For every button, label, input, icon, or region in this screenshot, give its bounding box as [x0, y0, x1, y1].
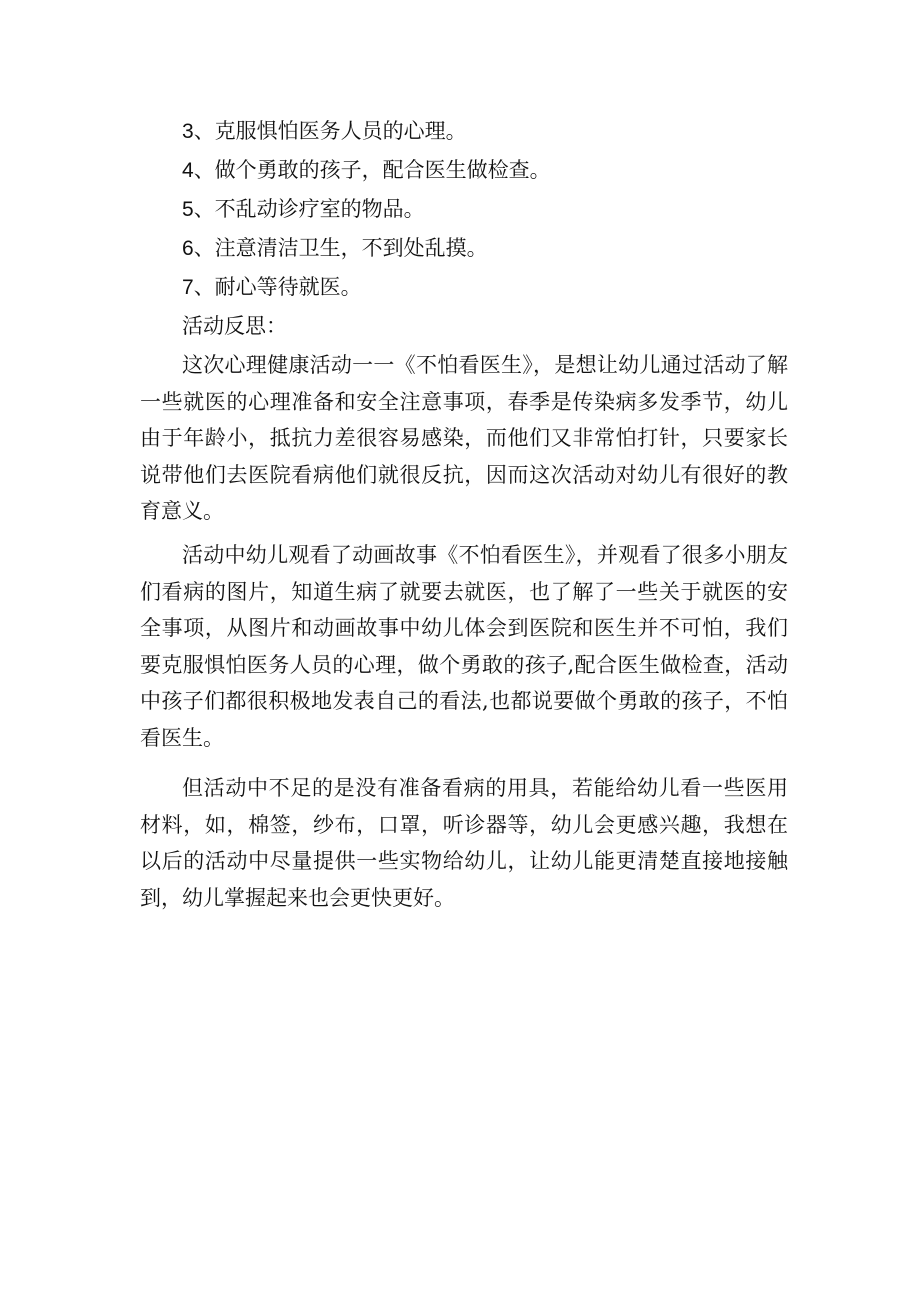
list-item-number: 7 — [182, 276, 194, 299]
list-item-number: 6 — [182, 237, 194, 260]
list-item — [182, 155, 551, 186]
list-item-text: 、耐心等待就医。 — [193, 275, 362, 299]
list-item-text: 、不乱动诊疗室的物品。 — [193, 197, 425, 221]
list-item-number: 5 — [182, 198, 194, 221]
reflection-heading: 活动反思： — [182, 314, 287, 338]
list-item-text: 、注意清洁卫生，不到处乱摸。 — [193, 236, 488, 260]
reflection-paragraph: 但活动中不足的是没有准备看病的用具，若能给幼儿看一些医用材料，如，棉签，纱布，口罩，听诊器等，幼儿会更感兴趣，我想在以后的活动中尽量提供一些实物给幼儿，让幼儿能更清楚直接地接触到，幼儿掌握起来也会更快更好。 — [140, 776, 788, 910]
list-item — [182, 233, 488, 264]
list-item-text: 、做个勇敢的孩子，配合医生做检查。 — [193, 158, 551, 182]
reflection-paragraph: 这次心理健康活动一一《不怕看医生》，是想让幼儿通过活动了解一些就医的心理准备和安全注意事项，春季是传染病多发季节，幼儿由于年龄小，抵抗力差很容易感染，而他们又非常怕打针，只要家长说带他们去医院看病他们就很反抗，因而这次活动对幼儿有很好的教育意义。 — [140, 353, 788, 524]
reflection-paragraph: 活动中幼儿观看了动画故事《不怕看医生》，并观看了很多小朋友们看病的图片，知道生病了就要去就医，也了解了一些关于就医的安全事项，从图片和动画故事中幼儿体会到医院和医生并不可怕，我们要克服惧怕医务人员的心理，做个勇敢的孩子,配合医生做检查，活动中孩子们都很积极地发表自己的看法,也都说要做个勇敢的孩子，不怕看医生。 — [140, 543, 788, 750]
list-item-text: 、克服惧怕医务人员的心理。 — [193, 119, 467, 143]
list-item — [182, 272, 362, 303]
list-item-number: 4 — [182, 159, 194, 182]
list-item — [182, 194, 425, 225]
list-item-number: 3 — [182, 120, 194, 143]
list-item — [182, 116, 467, 147]
